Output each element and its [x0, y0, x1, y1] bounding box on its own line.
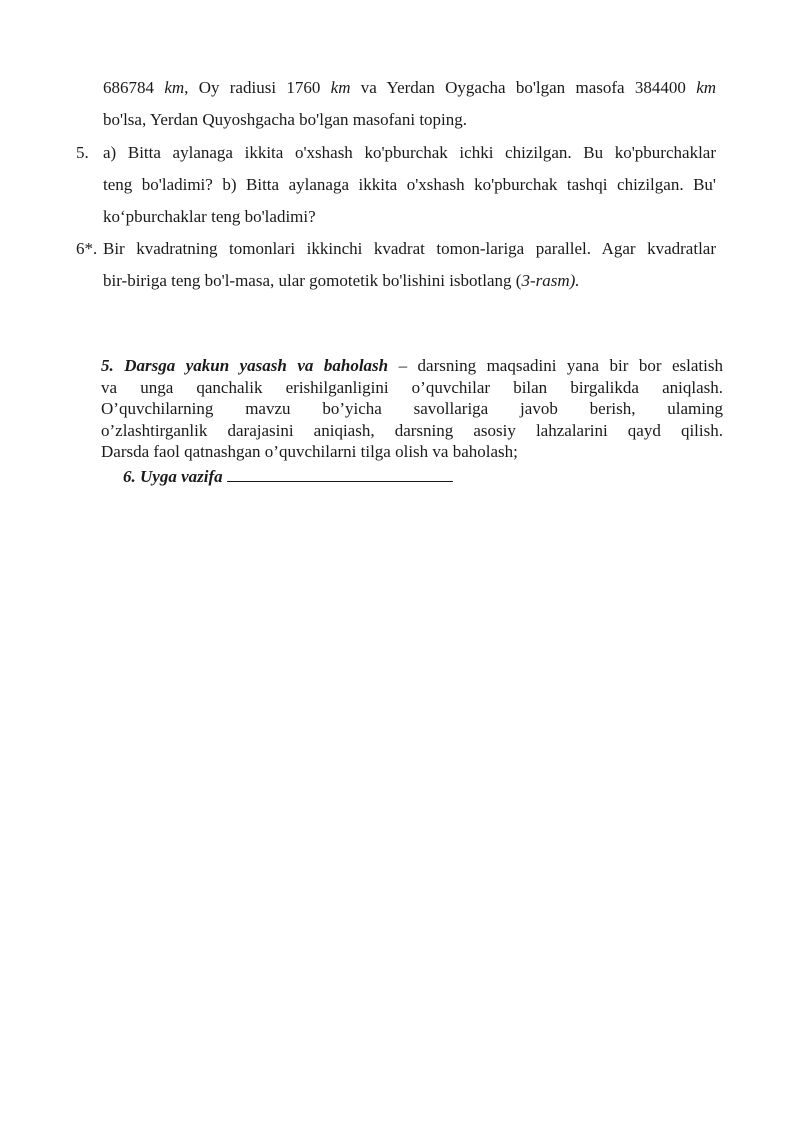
problem-6-line-1: [76, 233, 716, 265]
lesson-summary-section: [101, 355, 723, 463]
homework-blank-line: [227, 464, 453, 482]
summary-line-4: o’zlashtirganlik darajasini aniqiash, darsning asosiy lahzalarini qayd qilish.: [101, 420, 723, 440]
summary-line-5: Darsda faol qatnashgan o’quvchilarni tilga olish va baholash;: [101, 442, 518, 462]
problem-5-line-3: koʻpburchaklar teng bo'ladimi?: [103, 207, 316, 226]
unit-km: km: [164, 78, 185, 97]
problem-4-line-2: bo'lsa, Yerdan Quyoshgacha bo'lgan masofani toping.: [103, 110, 468, 129]
summary-line-1: [101, 355, 723, 377]
problem-5-line-1: [76, 137, 716, 169]
problem-6-line-2: [76, 265, 716, 297]
summary-line-3: O’quvchilarning mavzu bo’yicha savollariga javob berish, ulaming: [101, 399, 723, 419]
problem-4-line-1: [76, 72, 716, 104]
problem-4-continuation: [76, 72, 716, 136]
text-run: bir-biriga teng bo'l-masa, ular gomotetik bo'lishini isbotlang (: [103, 271, 522, 290]
text-run: va Yerdan Oygacha bo'lgan masofa 384400: [350, 78, 697, 97]
text-run: , Oy radiusi 1760: [184, 78, 331, 97]
problem-number: 6*.: [76, 239, 98, 258]
problem-number: 5.: [76, 143, 89, 162]
problem-6: [76, 233, 716, 297]
text-run: 686784: [103, 78, 165, 97]
homework-label: 6. Uyga vazifa: [123, 467, 223, 486]
text-run: – darsning maqsadini yana bir bor eslatish: [388, 356, 723, 375]
problem-5-line-2: teng bo'ladimi? b) Bitta aylanaga ikkita o'xshash ko'pburchak tashqi chizilgan. Bu': [103, 175, 716, 194]
unit-km: km: [696, 78, 717, 97]
section-heading: 5. Darsga yakun yasash va baholash: [101, 356, 389, 375]
problem-5: [76, 137, 716, 233]
text-run: a) Bitta aylanaga ikkita o'xshash ko'pburchak ichki chizilgan. Bu ko'pburchaklar: [103, 143, 716, 162]
text-run: Bir kvadratning tomonlari ikkinchi kvadrat tomon-lariga parallel. Agar kvadratlar: [103, 239, 716, 258]
unit-km: km: [330, 78, 351, 97]
homework-section: [123, 464, 453, 488]
figure-reference: 3-rasm).: [521, 271, 580, 290]
summary-line-2: va unga qanchalik erishilganligini o’quvchilar bilan birgalikda aniqlash.: [101, 377, 723, 397]
